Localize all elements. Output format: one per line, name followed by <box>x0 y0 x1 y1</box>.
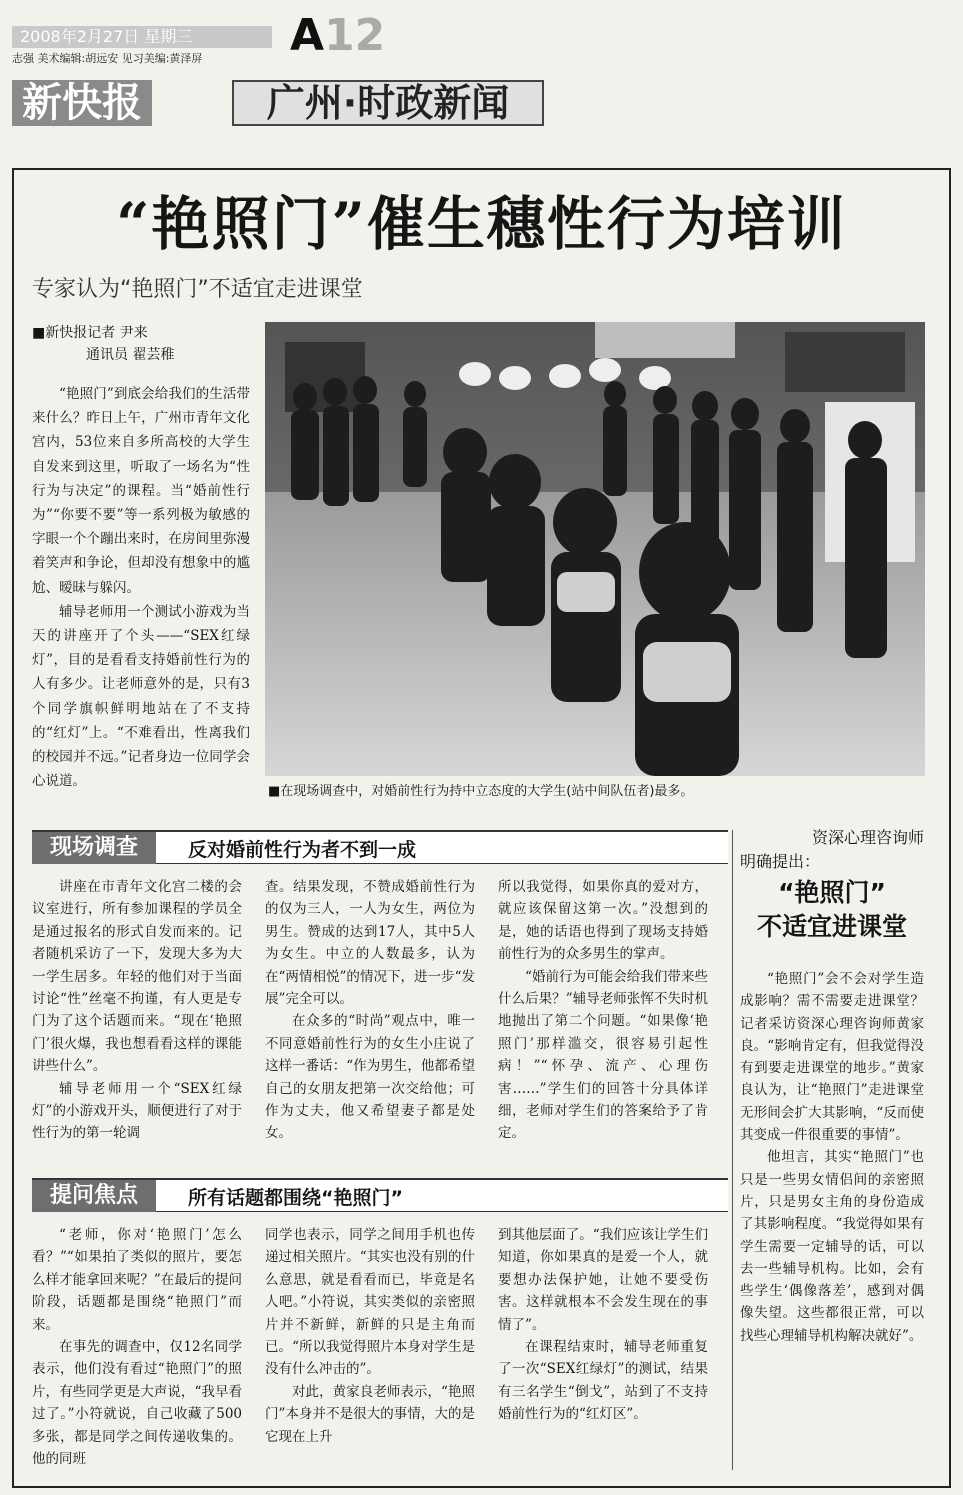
body-paragraph: 在众多的“时尚”观点中，唯一不同意婚前性行为的女生小庄说了这样一番话：“作为男生，他都希望自己的女朋友把第一次交给他；可作为丈夫，他又希望妻子都是处女。 <box>265 1013 475 1142</box>
issue-date: 2008年2月27日 星期三 <box>12 26 272 48</box>
photo-caption: ■在现场调查中，对婚前性行为持中立态度的大学生(站中间队伍者)最多。 <box>268 784 694 799</box>
body-paragraph: “老师，你对‘艳照门’怎么看？”“如果拍了类似的照片，要怎么样才能拿回来呢？”在最后的提问阶段，话题都是围绕“艳照门”而来。 <box>32 1227 242 1333</box>
sidebar-intro-line: 明确提出： <box>740 852 821 871</box>
body-paragraph: 讲座在市青年文化宫二楼的会议室进行，所有参加课程的学员全是通过报名的形式自发而来的。记者随机采访了一下，发现大多为大一学生居多。年轻的他们对于当面讨论“性”丝毫不拘谨，有人更是专门为了这个话题而来。“现在‘艳照门’很火爆，我也想看看这样的课能讲些什么”。 <box>32 879 242 1075</box>
sidebar-intro-line: 资深心理咨询师 <box>811 828 924 847</box>
photo-illustration <box>265 322 925 776</box>
section2-column-1 <box>32 1224 242 1470</box>
section1-column-1 <box>32 876 242 1145</box>
page-number <box>290 10 386 61</box>
section-name: 广州·时政新闻 <box>232 80 544 126</box>
sidebar-intro <box>740 826 924 874</box>
subheadline: 专家认为“艳照门”不适宜走进课堂 <box>32 277 363 302</box>
lead-text <box>32 382 250 793</box>
body-paragraph: 在课程结束时，辅导老师重复了一次“SEX红绿灯”的测试，结果有三名学生“倒戈”，站到了不支持婚前性行为的“红灯区”。 <box>498 1339 708 1423</box>
section1-column-3 <box>498 876 708 1145</box>
page-letter: A <box>290 10 325 61</box>
sidebar-paragraph: “艳照门”会不会对学生造成影响？需不需要走进课堂？记者采访资深心理咨询师黄家良。“影响肯定有，但我觉得没有到要走进课堂的地步。”黄家良认为，让“艳照门”走进课堂无形间会扩大其影响，“反而使其变成一件很重要的事情”。 <box>740 971 924 1144</box>
sidebar-paragraph: 他坦言，其实“艳照门”也只是一些男女情侣间的亲密照片，只是男女主角的身份造成了其影响程度。“我觉得如果有学生需要一定辅导的话，可以去一些辅导机构。比如，会有些学生‘偶像落差’，感到对偶像失望。这些都很正常，可以找些心理辅导机构解决就好”。 <box>740 1149 924 1344</box>
sidebar-divider <box>732 830 733 1470</box>
body-paragraph: “婚前行为可能会给我们带来些什么后果？”辅导老师张恽不失时机地抛出了第二个问题。“如果像‘艳照门’那样滥交，很容易引起性病！”“怀孕、流产、心理伤害……”学生们的回答十分具体详细，老师对学生们的答案给予了肯定。 <box>498 968 708 1142</box>
body-paragraph: 到其他层面了。“我们应该让学生们知道，你如果真的是爱一个人，就要想办法保护她，让她不要受伤害。这样就根本不会发生现在的事情了”。 <box>498 1227 708 1333</box>
byline <box>32 322 174 366</box>
section-title: 所有话题都围绕“艳照门” <box>188 1187 403 1209</box>
lead-paragraph: “艳照门”到底会给我们的生活带来什么？昨日上午，广州市青年文化宫内，53位来自多所高校的大学生自发来到这里，听取了一场名为“性行为与决定”的课程。当“婚前性行为”“你要不要”等一系列极为敏感的字眼一个个蹦出来时，在房间里弥漫着笑声和争论，但却没有想象中的尴尬、暧昧与躲闪。 <box>32 386 250 596</box>
newspaper-brand: 新快报 <box>12 80 152 126</box>
classroom-photo <box>265 322 925 776</box>
byline-reporter: ■新快报记者 尹来 <box>32 325 148 341</box>
body-paragraph: 在事先的调查中，仅12名同学表示，他们没有看过“艳照门”的照片，有些同学更是大声说，“我早看过了。”小符就说，自己收藏了500多张，都是同学之间传递收集的。他的同班 <box>32 1339 242 1468</box>
section-bar-question-focus <box>32 1178 728 1212</box>
section-title: 反对婚前性行为者不到一成 <box>188 839 417 861</box>
page-digits: 12 <box>324 10 386 61</box>
body-paragraph: 所以我觉得，如果你真的爱对方，就应该保留这第一次。”没想到的是，她的话语也得到了现场支持婚前性行为的众多男生的掌声。 <box>498 879 708 963</box>
sidebar-body <box>740 968 924 1347</box>
body-paragraph: 对此，黄家良老师表示，“艳照门”本身并不是很大的事情，大的是它现在上升 <box>265 1383 475 1445</box>
section-bar-onsite-survey <box>32 830 728 864</box>
body-paragraph: 查。结果发现，不赞成婚前性行为的仅为三人，一人为女生，两位为男生。赞成的达到17人，其中5人为女生。中立的人数最多，认为在“两情相悦”的情况下，进一步“发展”完全可以。 <box>265 879 475 1008</box>
sidebar-title <box>740 876 924 944</box>
section-tag: 提问焦点 <box>32 1180 156 1212</box>
body-paragraph: 同学也表示，同学之间用手机也传递过相关照片。“其实也没有别的什么意思，就是看看而已，毕竟是名人吧。”小符说，其实类似的亲密照片并不新鲜，新鲜的只是主角而已。“所以我觉得照片本身对学生是没有什么冲击的”。 <box>265 1227 475 1378</box>
headline: “艳照门”催生穗性行为培训 <box>116 190 847 258</box>
section-tag: 现场调查 <box>32 832 156 864</box>
lead-paragraph: 辅导老师用一个测试小游戏为当天的讲座开了个头——“SEX红绿灯”，目的是看看支持婚前性行为的人有多少。让老师意外的是，只有3个同学旗帜鲜明地站在了不支持的“红灯”上。“不难看出，性离我们的校园并不远。”记者身边一位同学会心说道。 <box>32 603 250 790</box>
sidebar-title-line: “艳照门” <box>778 878 886 907</box>
section1-column-2 <box>265 876 475 1145</box>
body-paragraph: 辅导老师用一个“SEX红绿灯”的小游戏开头，顺便进行了对于性行为的第一轮调 <box>32 1080 242 1142</box>
byline-correspondent: 通讯员 翟芸稚 <box>86 347 175 363</box>
editor-credits: 志强 美术编辑:胡远安 见习美编:黄泽屏 <box>12 52 203 65</box>
section2-column-2 <box>265 1224 475 1448</box>
section2-column-3 <box>498 1224 708 1426</box>
sidebar-title-line: 不适宜进课堂 <box>756 912 907 941</box>
